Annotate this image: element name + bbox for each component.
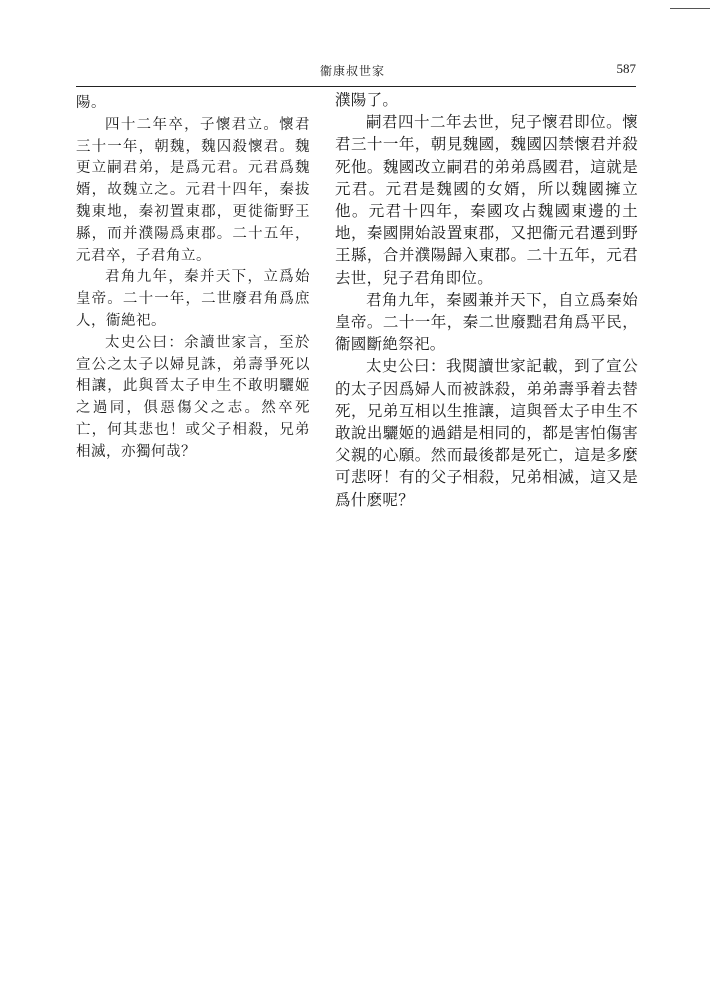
classical-paragraph: 四十二年卒，子懷君立。懷君三十一年，朝魏，魏囚殺懷君。魏更立嗣君弟，是爲元君。元君爲魏婿，故魏立之。元君十四年，秦拔魏東地，秦初置東郡，更徙衞野王縣，而并濮陽爲東郡。二十五年，元君卒，子君角立。: [76, 116, 310, 264]
running-header: [76, 62, 636, 84]
translation-paragraph: 太史公曰：我閱讀世家記載，到了宣公的太子因爲婦人而被誅殺，弟弟壽爭着去替死，兄弟互相以生推讓，這與晉太子申生不敢說出驪姬的過錯是相同的，都是害怕傷害父親的心願。然而最後都是死亡，這是多麼可悲呀！有的父子相殺，兄弟相滅，這又是爲什麽呢？: [335, 357, 638, 509]
header-title: 衞康叔世家: [320, 64, 386, 78]
classical-paragraph: 太史公曰：余讀世家言，至於宣公之太子以婦見誅，弟壽爭死以相讓，此與晉太子申生不敢明驪姬之過同，俱惡傷父之志。然卒死亡，何其悲也！或父子相殺，兄弟相滅，亦獨何哉？: [76, 334, 310, 460]
classical-paragraph: 君角九年，秦并天下，立爲始皇帝。二十一年，二世廢君角爲庶人，衞絶祀。: [76, 269, 310, 329]
translation-paragraph: 君角九年，秦國兼并天下，自立爲秦始皇帝。二十一年，秦二世廢黜君角爲平民，衞國斷絶祭祀。: [335, 290, 638, 354]
translation-paragraph: 濮陽了。: [335, 91, 399, 109]
header-rule: [76, 86, 636, 87]
page-edge-mark: [670, 8, 710, 9]
classical-text-column: [76, 93, 310, 464]
page-number: 587: [616, 61, 636, 76]
classical-paragraph: 陽。: [76, 95, 106, 111]
translation-paragraph: 嗣君四十二年去世，兒子懷君即位。懷君三十一年，朝見魏國，魏國囚禁懷君并殺死他。魏國改立嗣君的弟弟爲國君，這就是元君。元君是魏國的女婿，所以魏國擁立他。元君十四年，秦國攻占魏國東邊的土地，秦國開始設置東郡，又把衞元君遷到野王縣，合并濮陽歸入東郡。二十五年，元君去世，兒子君角即位。: [335, 113, 638, 287]
modern-translation-column: [335, 89, 638, 511]
